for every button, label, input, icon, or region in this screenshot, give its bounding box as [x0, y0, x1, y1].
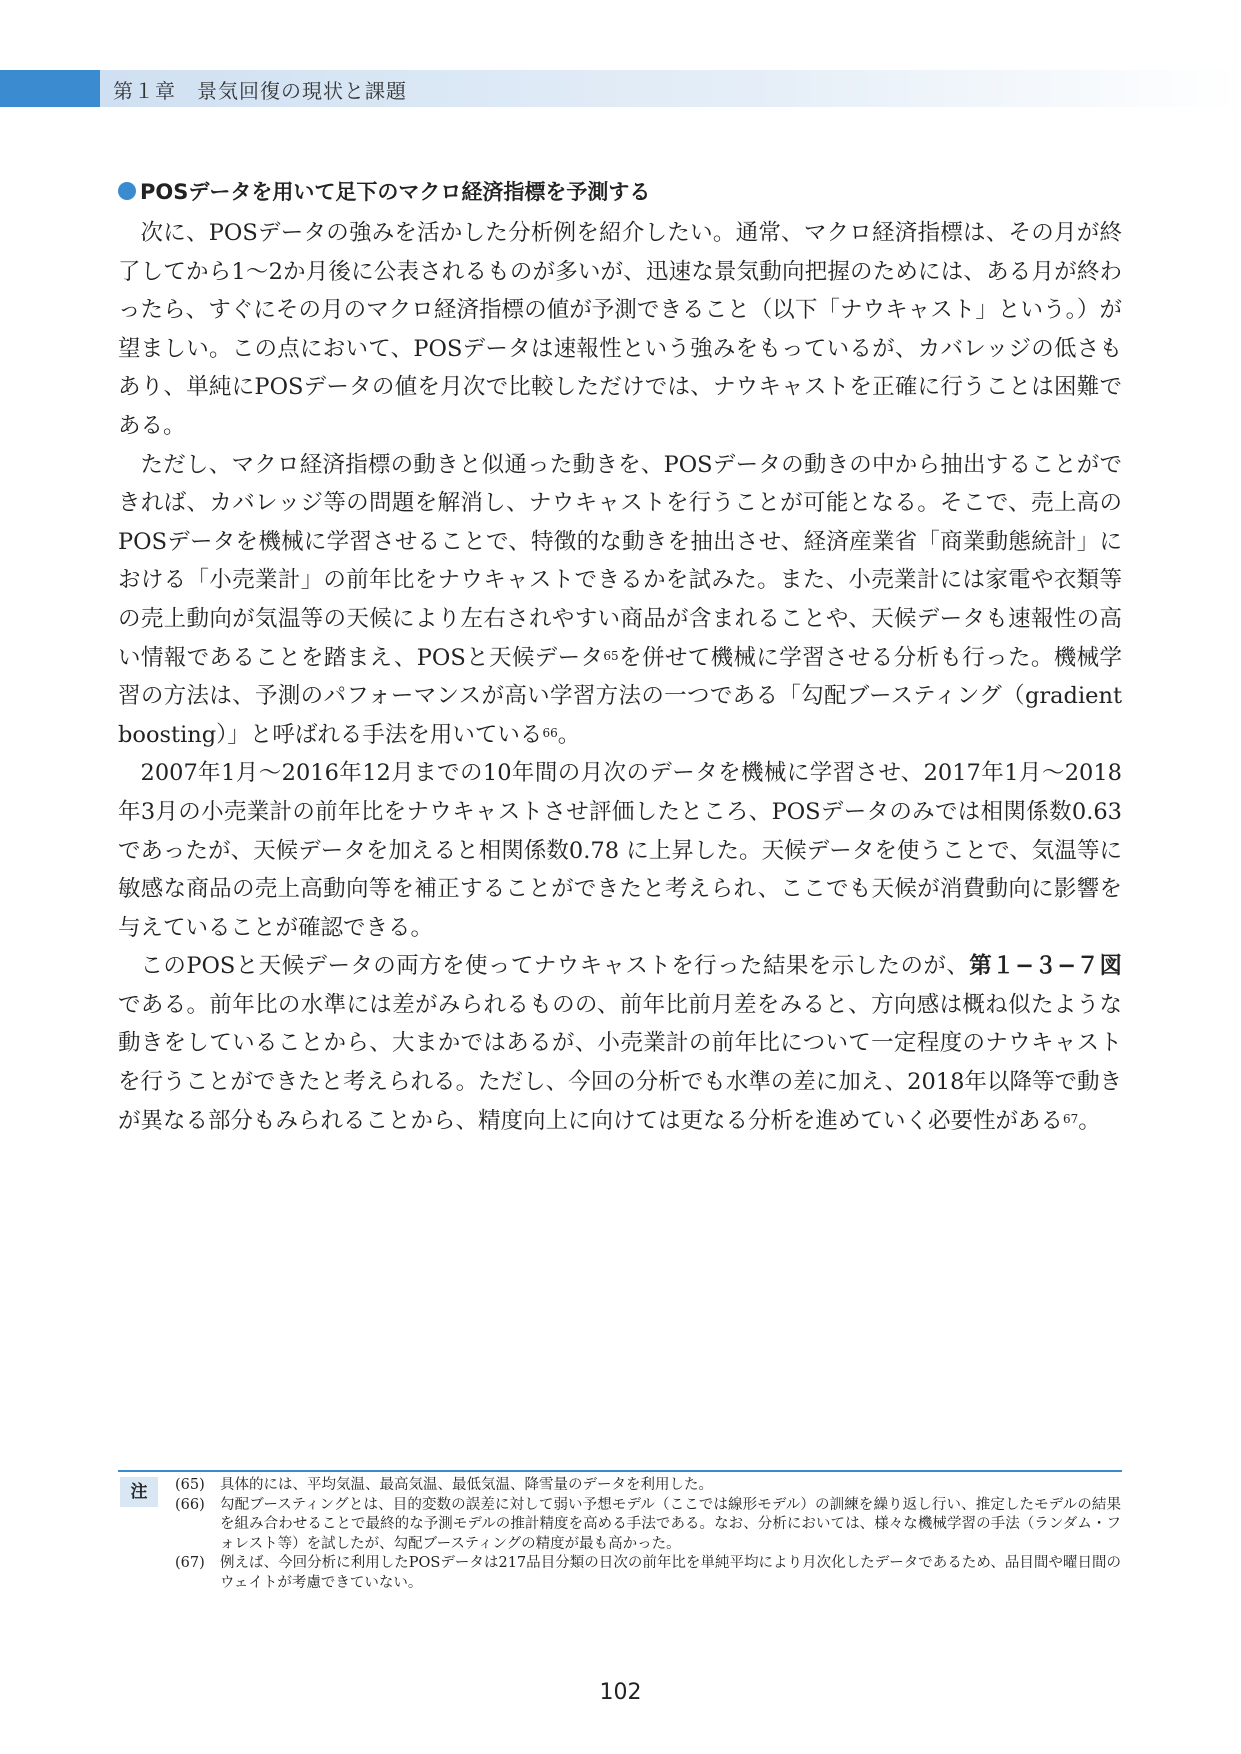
paragraph-2 — [118, 446, 1122, 755]
footnote-number: (65) — [175, 1477, 205, 1493]
footnote-number: (66) — [175, 1496, 205, 1513]
footnote-text: 例えば、今回分析に利用したPOSデータは217品目分類の日次の前年比を単純平均により月次化したデータであるため、品目間や曜日間のウェイトが考慮できていない。 — [220, 1555, 1121, 1591]
paragraph-1: 次に、POSデータの強みを活かした分析例を紹介したい。通常、マクロ経済指標は、その月が終了してから1〜2か月後に公表されるものが多いが、迅速な景気動向把握のためには、ある月が終わったら、すぐにその月のマクロ経済指標の値が予測できること（以下「ナウキャスト」という。）が望ましい。この点において、POSデータは速報性という強みをもっているが、カバレッジの低さもあり、単純にPOSデータの値を月次で比較しただけでは、ナウキャストを正確に行うことは困難である。 — [118, 220, 1122, 439]
footnote-ref-67[interactable]: 67 — [1063, 1111, 1079, 1126]
footnote-65 — [175, 1476, 1121, 1496]
paragraph-4-part-b: である。前年比の水準には差がみられるものの、前年比前月差をみると、方向感は概ね似たような動きをしていることから、大まかではあるが、小売業計の前年比について一定程度のナウキャストを行うことができたと考えられる。ただし、今回の分析でも水準の差に加え、2018年以降等で動きが異なる部分もみられることから、精度向上に向けては更なる分析を進めていく必要性がある — [118, 991, 1122, 1134]
footnote-67 — [175, 1554, 1121, 1593]
footnote-ref-65[interactable]: 65 — [603, 648, 619, 663]
footnote-text: 勾配ブースティングとは、目的変数の誤差に対して弱い予想モデル（ここでは線形モデル）の訓練を繰り返し行い、推定したモデルの結果を組み合わせることで最終的な予測モデルの推計精度を高める手法である。なお、分析においては、様々な機械学習の手法（ランダム・フォレスト等）を試したが、勾配ブースティングの精度が最も高かった。 — [220, 1496, 1121, 1552]
paragraph-4-part-c: 。 — [1078, 1107, 1101, 1134]
footnotes — [175, 1476, 1121, 1593]
paragraph-3: 2007年1月〜2016年12月までの10年間の月次のデータを機械に学習させ、2017年1月〜2018年3月の小売業計の前年比をナウキャストさせ評価したところ、POSデータのみでは相関係数0.63であったが、天候データを加えると相関係数0.78 に上昇した。天候データを使うことで、気温等に敏感な商品の売上高動向等を補正することができたと考えられ、ここでも天候が消費動向に影響を与えていることが確認できる。 — [118, 760, 1122, 941]
footnote-number: (67) — [175, 1555, 205, 1571]
page-number: 102 — [599, 1680, 642, 1705]
figure-reference: 第１−３−７図 — [969, 953, 1122, 980]
section-heading — [118, 176, 650, 206]
chapter-title: 第１章 景気回復の現状と課題 — [113, 79, 407, 103]
chapter-header — [0, 70, 1241, 107]
paragraph-4 — [118, 947, 1122, 1140]
paragraph-2-part-b: を併せて機械に学習させる分析も行った。機械学習の方法は、予測のパフォーマンスが高い学習方法の一つである「勾配ブースティング（gradient boosting）」と呼ばれる手法を用いている — [118, 644, 1122, 748]
notes-divider — [118, 1470, 1122, 1472]
header-accent-block — [0, 70, 100, 107]
paragraph-2-part-a: ただし、マクロ経済指標の動きと似通った動きを、POSデータの動きの中から抽出することができれば、カバレッジ等の問題を解消し、ナウキャストを行うことが可能となる。そこで、売上高のPOSデータを機械に学習させることで、特徴的な動きを抽出させ、経済産業省「商業動態統計」における「小売業計」の前年比をナウキャストできるかを試みた。また、小売業計には家電や衣類等の売上動向が気温等の天候により左右されやすい商品が含まれることや、天候データも速報性の高い情報であることを踏まえ、POSと天候データ — [118, 451, 1122, 671]
section-title: POSデータを用いて足下のマクロ経済指標を予測する — [140, 180, 651, 204]
body-text — [118, 214, 1122, 1140]
footnote-66 — [175, 1496, 1121, 1555]
paragraph-4-part-a: このPOSと天候データの両方を使ってナウキャストを行った結果を示したのが、 — [140, 953, 970, 980]
notes-label: 注 — [120, 1477, 158, 1507]
bullet-icon — [118, 182, 136, 200]
footnote-ref-66[interactable]: 66 — [542, 725, 558, 740]
footnote-text: 具体的には、平均気温、最高気温、最低気温、降雪量のデータを利用した。 — [220, 1477, 713, 1493]
paragraph-2-part-c: 。 — [557, 721, 581, 748]
